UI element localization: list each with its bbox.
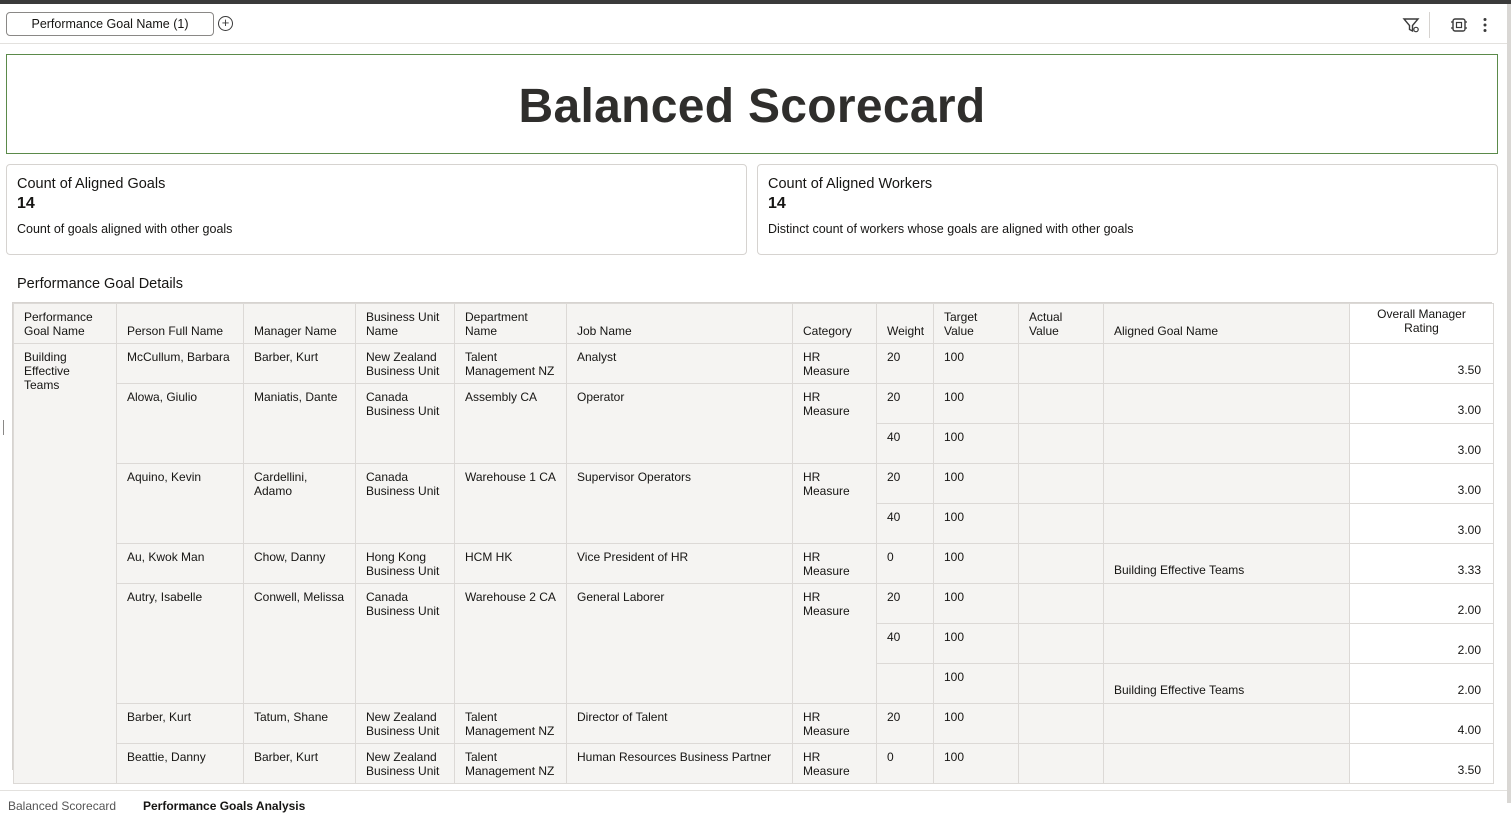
cell-actual [1019, 344, 1104, 384]
cell-aligned-goal [1104, 704, 1350, 744]
kpi-value: 14 [768, 195, 786, 212]
table-header-row [14, 304, 1494, 344]
cell-target: 100 [934, 544, 1019, 584]
cell-manager: Barber, Kurt [244, 344, 356, 384]
cell-person: Autry, Isabelle [117, 584, 244, 704]
cell-weight: 20 [877, 464, 934, 504]
cell-department: HCM HK [455, 544, 567, 584]
cell-target: 100 [934, 624, 1019, 664]
cell-category: HR Measure [793, 584, 877, 704]
kpi-title: Count of Aligned Workers [768, 176, 933, 192]
cell-actual [1019, 384, 1104, 424]
cell-category: HR Measure [793, 384, 877, 464]
cell-actual [1019, 584, 1104, 624]
cell-category: HR Measure [793, 704, 877, 744]
canvas-tab-bar [0, 790, 1507, 813]
cell-aligned-goal [1104, 384, 1350, 424]
cell-rating: 3.00 [1350, 464, 1494, 504]
cell-job: Operator [567, 384, 793, 464]
cell-target: 100 [934, 664, 1019, 704]
cell-target: 100 [934, 504, 1019, 544]
table-row[interactable] [14, 384, 1494, 424]
cell-rating: 3.00 [1350, 504, 1494, 544]
cell-person: Au, Kwok Man [117, 544, 244, 584]
cell-business-unit: New Zealand Business Unit [356, 704, 455, 744]
kpi-description: Count of goals aligned with other goals [17, 222, 233, 236]
cell-department: Talent Management NZ [455, 344, 567, 384]
filter-settings-icon[interactable] [1402, 16, 1420, 34]
cell-weight: 40 [877, 424, 934, 464]
cell-weight: 20 [877, 584, 934, 624]
cell-job: Supervisor Operators [567, 464, 793, 544]
canvas-scroll-edge [1507, 4, 1511, 803]
cell-aligned-goal [1104, 424, 1350, 464]
cell-rating: 3.00 [1350, 384, 1494, 424]
cell-actual [1019, 464, 1104, 504]
cell-weight: 20 [877, 384, 934, 424]
cell-rating: 2.00 [1350, 624, 1494, 664]
kpi-card-aligned-workers[interactable] [757, 164, 1498, 255]
cell-weight: 20 [877, 704, 934, 744]
cell-person: Alowa, Giulio [117, 384, 244, 464]
cell-rating: 3.00 [1350, 424, 1494, 464]
cell-rating: 2.00 [1350, 584, 1494, 624]
cell-business-unit: Hong Kong Business Unit [356, 544, 455, 584]
auto-insights-icon[interactable] [1450, 16, 1468, 34]
cell-weight: 40 [877, 624, 934, 664]
cell-actual [1019, 544, 1104, 584]
cell-department: Warehouse 1 CA [455, 464, 567, 544]
cell-person: Beattie, Danny [117, 744, 244, 784]
details-title: Performance Goal Details [17, 276, 184, 292]
cell-target: 100 [934, 424, 1019, 464]
cell-manager: Chow, Danny [244, 544, 356, 584]
cell-aligned-goal [1104, 624, 1350, 664]
cell-weight: 40 [877, 504, 934, 544]
column-header[interactable]: Category [793, 304, 877, 344]
column-header[interactable]: Target Value [934, 304, 1019, 344]
cell-rating: 3.50 [1350, 344, 1494, 384]
cell-actual [1019, 704, 1104, 744]
table-row[interactable] [14, 344, 1494, 384]
cell-category: HR Measure [793, 464, 877, 544]
cell-department: Assembly CA [455, 384, 567, 464]
cell-weight: 0 [877, 544, 934, 584]
tab-performance-goals-analysis[interactable]: Performance Goals Analysis [143, 799, 306, 813]
table-row[interactable] [14, 744, 1494, 784]
cell-goal-name: Building Effective Teams [14, 344, 117, 784]
table-row[interactable] [14, 584, 1494, 624]
plus-circle-icon[interactable]: + [218, 16, 233, 31]
cell-manager: Conwell, Melissa [244, 584, 356, 704]
cell-target: 100 [934, 744, 1019, 784]
cell-job: Director of Talent [567, 704, 793, 744]
cell-target: 100 [934, 704, 1019, 744]
cell-actual [1019, 504, 1104, 544]
cell-manager: Cardellini, Adamo [244, 464, 356, 544]
column-header[interactable]: Department Name [455, 304, 567, 344]
cell-manager: Maniatis, Dante [244, 384, 356, 464]
column-header[interactable]: Person Full Name [117, 304, 244, 344]
cell-aligned-goal [1104, 744, 1350, 784]
kpi-title: Count of Aligned Goals [17, 176, 166, 192]
filter-bar [0, 4, 1511, 44]
cell-category: HR Measure [793, 544, 877, 584]
cell-actual [1019, 624, 1104, 664]
column-header[interactable]: Performance Goal Name [14, 304, 117, 344]
toolbar-divider [1429, 12, 1430, 38]
more-vertical-icon[interactable] [1476, 16, 1494, 34]
cell-business-unit: New Zealand Business Unit [356, 744, 455, 784]
cell-target: 100 [934, 384, 1019, 424]
cell-business-unit: Canada Business Unit [356, 584, 455, 704]
cell-job: Human Resources Business Partner [567, 744, 793, 784]
cell-actual [1019, 664, 1104, 704]
cell-actual [1019, 744, 1104, 784]
cell-department: Warehouse 2 CA [455, 584, 567, 704]
column-header[interactable]: Job Name [567, 304, 793, 344]
cell-rating: 3.50 [1350, 744, 1494, 784]
canvas-title: Balanced Scorecard [518, 80, 986, 133]
cell-business-unit: New Zealand Business Unit [356, 344, 455, 384]
cell-aligned-goal [1104, 584, 1350, 624]
cell-target: 100 [934, 344, 1019, 384]
cell-target: 100 [934, 464, 1019, 504]
details-table-grid [13, 303, 1494, 784]
cell-aligned-goal [1104, 464, 1350, 504]
cell-manager: Barber, Kurt [244, 744, 356, 784]
filter-pill-performance-goal-name[interactable]: Performance Goal Name (1) [6, 12, 214, 36]
cell-business-unit: Canada Business Unit [356, 464, 455, 544]
cell-department: Talent Management NZ [455, 744, 567, 784]
cell-weight [877, 664, 934, 704]
cell-job: Vice President of HR [567, 544, 793, 584]
kpi-card-aligned-goals[interactable] [6, 164, 747, 255]
cell-department: Talent Management NZ [455, 704, 567, 744]
table-row[interactable] [14, 544, 1494, 584]
cell-business-unit: Canada Business Unit [356, 384, 455, 464]
cell-rating: 3.33 [1350, 544, 1494, 584]
cell-aligned-goal [1104, 344, 1350, 384]
cell-aligned-goal [1104, 504, 1350, 544]
table-row[interactable] [14, 464, 1494, 504]
kpi-value: 14 [17, 195, 35, 212]
cell-aligned-goal: Building Effective Teams [1104, 664, 1350, 704]
column-header[interactable]: Actual Value [1019, 304, 1104, 344]
cell-person: Barber, Kurt [117, 704, 244, 744]
column-header[interactable]: Manager Name [244, 304, 356, 344]
column-header[interactable]: Weight [877, 304, 934, 344]
cell-actual [1019, 424, 1104, 464]
column-header[interactable]: Business Unit Name [356, 304, 455, 344]
cell-category: HR Measure [793, 744, 877, 784]
cell-target: 100 [934, 584, 1019, 624]
cell-weight: 0 [877, 744, 934, 784]
cell-rating: 4.00 [1350, 704, 1494, 744]
cell-person: McCullum, Barbara [117, 344, 244, 384]
table-row[interactable] [14, 704, 1494, 744]
cell-aligned-goal: Building Effective Teams [1104, 544, 1350, 584]
cell-rating: 2.00 [1350, 664, 1494, 704]
cell-person: Aquino, Kevin [117, 464, 244, 544]
tab-balanced-scorecard[interactable]: Balanced Scorecard [8, 799, 117, 813]
cell-job: General Laborer [567, 584, 793, 704]
column-header[interactable]: Overall Manager Rating [1350, 304, 1494, 344]
canvas-title-box [6, 54, 1498, 154]
cell-manager: Tatum, Shane [244, 704, 356, 744]
cell-job: Analyst [567, 344, 793, 384]
column-header[interactable]: Aligned Goal Name [1104, 304, 1350, 344]
performance-goal-details-table[interactable] [12, 302, 1492, 778]
resize-handle[interactable] [3, 420, 4, 435]
kpi-description: Distinct count of workers whose goals are aligned with other goals [768, 222, 1134, 236]
cell-category: HR Measure [793, 344, 877, 384]
cell-weight: 20 [877, 344, 934, 384]
